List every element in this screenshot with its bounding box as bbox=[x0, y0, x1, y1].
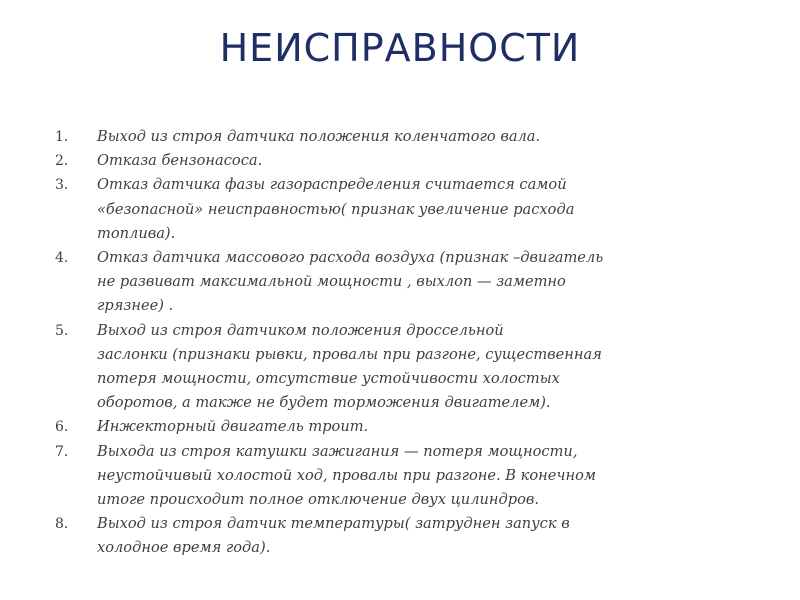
item-text: неустойчивый холостой ход, провалы при разгоне. В конечном bbox=[97, 466, 596, 484]
item-text: оборотов, а также не будет торможения двигателем). bbox=[97, 394, 551, 412]
item-number: 2. bbox=[55, 153, 69, 170]
fault-list bbox=[45, 125, 705, 561]
list-item bbox=[45, 125, 705, 149]
item-text: заслонки (признаки рывки, провалы при разгоне, существенная bbox=[97, 345, 602, 363]
list-item bbox=[45, 149, 705, 173]
item-text: топлива). bbox=[97, 224, 176, 242]
item-text: Выхода из строя катушки зажигания — потеря мощности, bbox=[97, 442, 578, 460]
item-text: Отказ датчика массового расхода воздуха (признак –двигатель bbox=[97, 249, 604, 267]
list-item bbox=[45, 319, 705, 416]
item-text: Отказ датчика фазы газораспределения считается самой bbox=[97, 176, 567, 194]
item-number: 6. bbox=[55, 419, 69, 436]
item-text: итоге происходит полное отключение двух цилиндров. bbox=[97, 491, 540, 509]
item-text: грязнее) . bbox=[97, 297, 174, 315]
list-item bbox=[45, 246, 705, 319]
slide-title: НЕИСПРАВНОСТИ bbox=[219, 26, 581, 70]
item-text: «безопасной» неисправностью( признак увеличение расхода bbox=[97, 200, 575, 218]
item-number: 8. bbox=[55, 516, 69, 533]
item-text: холодное время года). bbox=[97, 539, 271, 557]
item-number: 1. bbox=[55, 129, 69, 145]
item-number: 3. bbox=[55, 177, 69, 194]
list-item bbox=[45, 415, 705, 439]
item-text: Выход из строя датчика положения коленчатого вала. bbox=[97, 128, 541, 145]
item-number: 7. bbox=[55, 443, 69, 460]
item-number: 4. bbox=[55, 250, 69, 267]
list-item bbox=[45, 512, 705, 560]
list-item bbox=[45, 440, 705, 513]
item-text: Инжекторный двигатель троит. bbox=[97, 418, 369, 436]
item-text: не развиват максимальной мощности , выхлоп — заметно bbox=[97, 273, 566, 291]
item-text: Выход из строя датчик температуры( затруднен запуск в bbox=[97, 515, 570, 533]
list-item bbox=[45, 173, 705, 246]
item-text: потеря мощности, отсутствие устойчивости холостых bbox=[97, 370, 560, 388]
item-text: Выход из строя датчиком положения дроссельной bbox=[97, 321, 504, 339]
item-number: 5. bbox=[55, 322, 69, 339]
item-text: Отказа бензонасоса. bbox=[97, 152, 263, 170]
